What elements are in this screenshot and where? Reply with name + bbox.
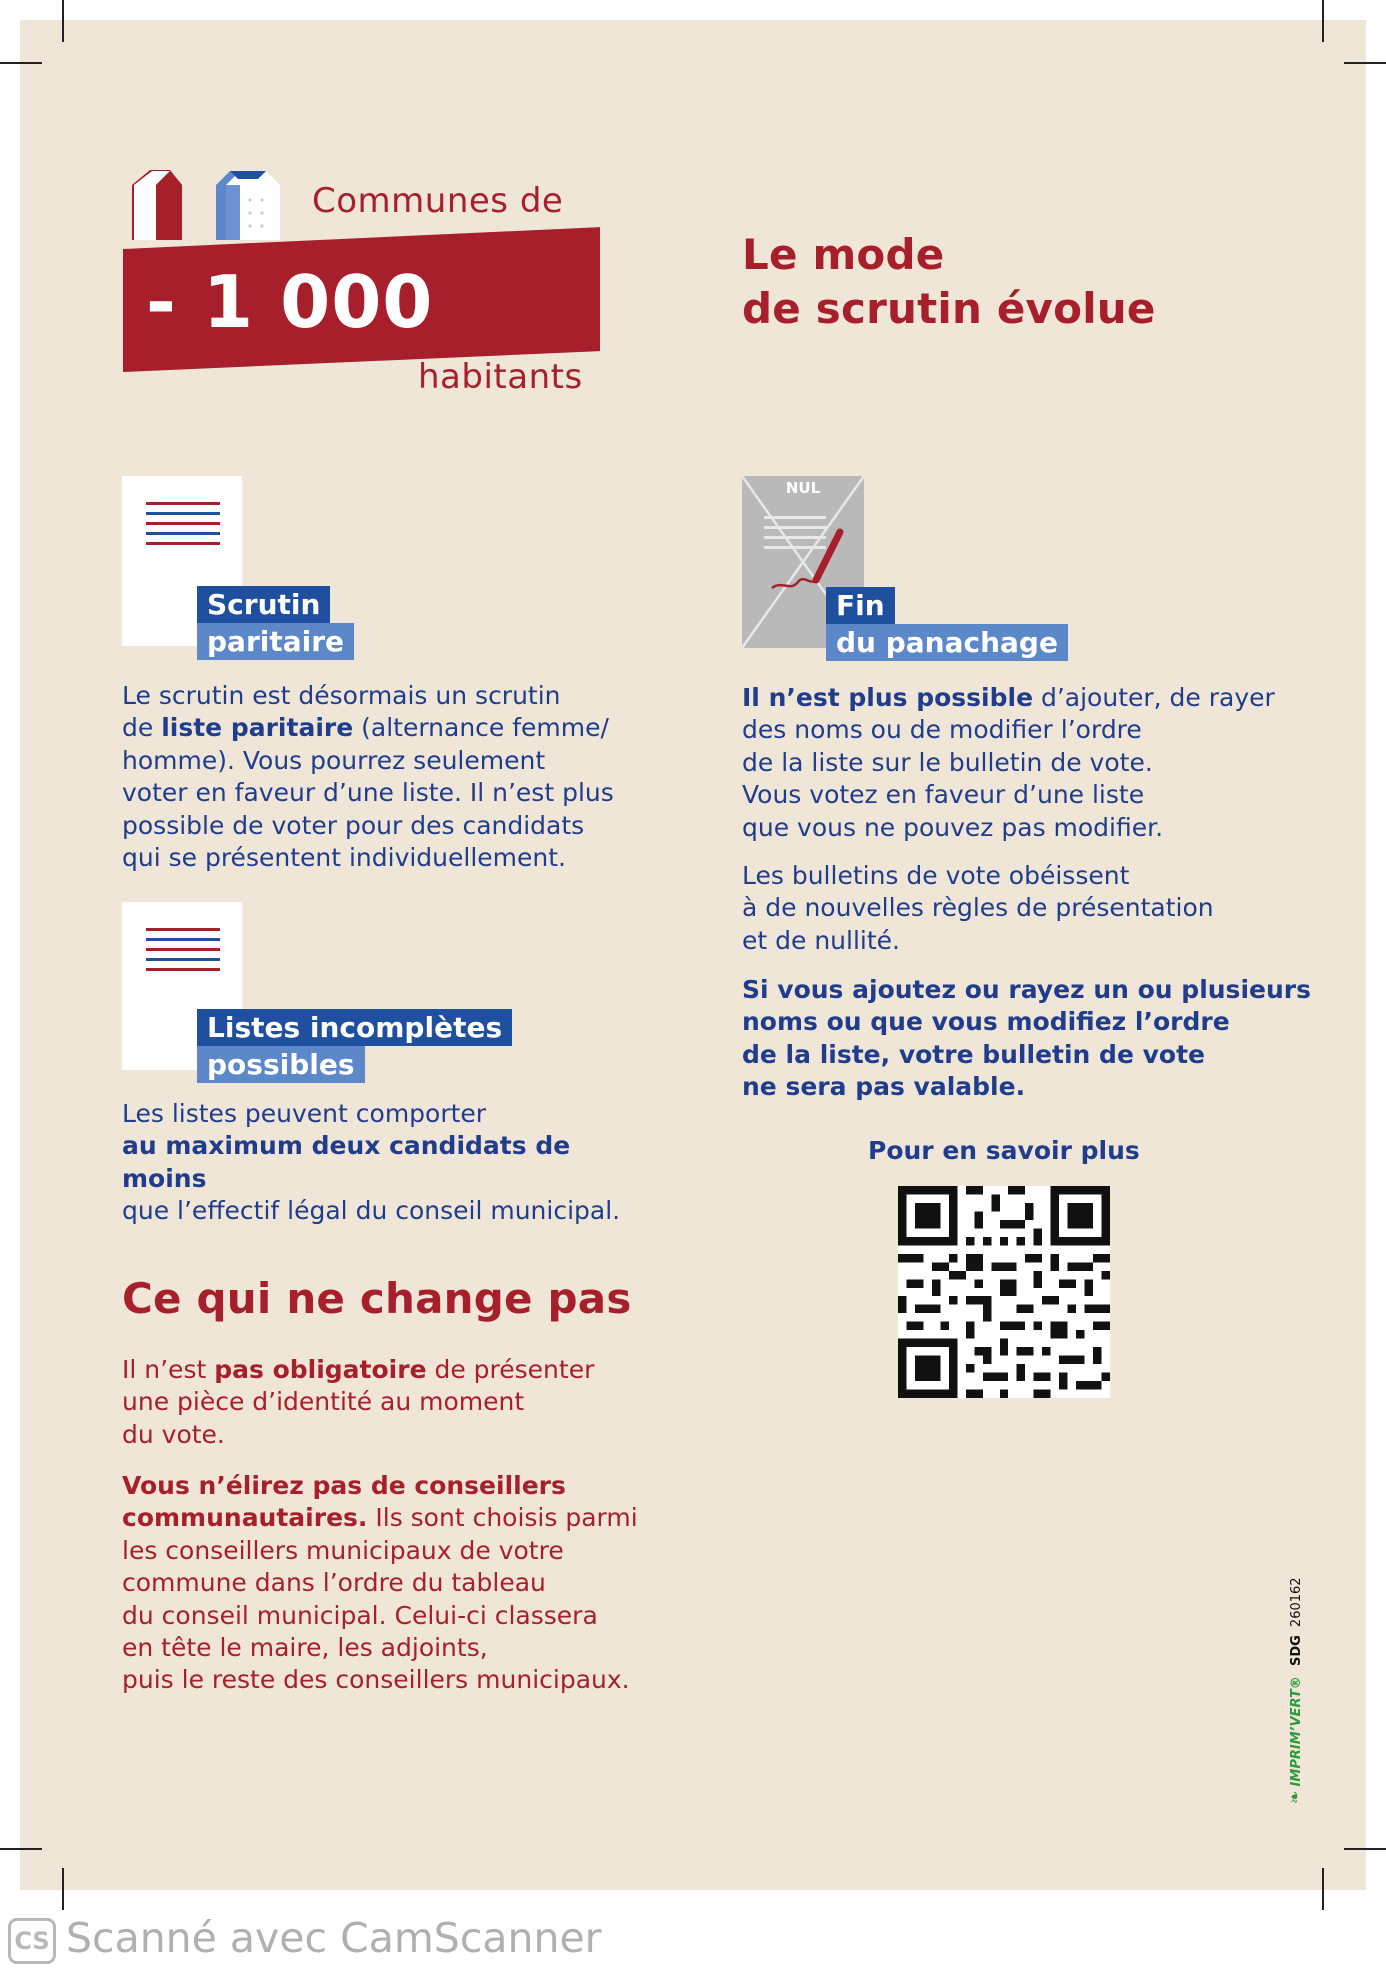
text-line: du vote.: [122, 1419, 225, 1449]
panachage-warning: [742, 974, 1312, 1104]
text-line: que vous ne pouvez pas modifier.: [742, 812, 1164, 842]
text-line: à de nouvelles règles de présentation: [742, 893, 1214, 923]
imprint: [1286, 1524, 1306, 1804]
crop-mark: [1322, 1868, 1324, 1910]
text-line: de la liste, votre bulletin de vote: [742, 1039, 1205, 1069]
text-line: homme). Vous pourrez seulement: [122, 745, 546, 775]
crop-mark: [1322, 0, 1324, 42]
headline: [742, 228, 1156, 336]
text-line: voter en faveur d’une liste. Il n’est plus: [122, 778, 614, 808]
text-line: et de nullité.: [742, 925, 900, 955]
text-line: commune dans l’ordre du tableau: [122, 1568, 546, 1598]
text-line: Si vous ajoutez ou rayez un ou plusieurs: [742, 975, 1311, 1004]
void-label: NUL: [785, 479, 821, 497]
text-line: Il n’est plus possible d’ajouter, de rayer: [742, 683, 1275, 712]
imprint-number: 260162: [1289, 1577, 1304, 1628]
text-line: Vous votez en faveur d’une liste: [742, 780, 1145, 810]
unchanged-title: Ce qui ne change pas: [122, 1274, 632, 1323]
crop-mark: [0, 62, 42, 64]
text-line: qui se présentent individuellement.: [122, 843, 567, 873]
more-info-label: Pour en savoir plus: [868, 1136, 1140, 1165]
crop-mark: [1344, 1848, 1386, 1850]
text-line: ne sera pas valable.: [742, 1072, 1026, 1102]
tag-line: Scrutin: [197, 586, 330, 623]
tag-line: possibles: [197, 1046, 365, 1083]
header-suffix: habitants: [418, 357, 583, 397]
imprint-brand: IMPRIM’VERT®: [1289, 1676, 1304, 1787]
crop-mark: [62, 0, 64, 42]
text-line: du conseil municipal. Celui-ci classera: [122, 1600, 598, 1630]
qr-code-icon[interactable]: [898, 1186, 1110, 1398]
text-line: les conseillers municipaux de votre: [122, 1535, 564, 1565]
text-line: Il n’est pas obligatoire de présenter: [122, 1355, 595, 1384]
header-prefix: Communes de: [312, 181, 564, 221]
imprint-code: SDG: [1289, 1635, 1304, 1667]
tag-fin-panachage: [826, 587, 1068, 661]
text-line: communautaires. Ils sont choisis parmi: [122, 1503, 638, 1533]
headline-line: Le mode: [742, 230, 945, 279]
tag-line: Listes incomplètes: [197, 1009, 512, 1046]
text-line: de la liste sur le bulletin de vote.: [742, 747, 1153, 777]
text-line: possible de voter pour des candidats: [122, 810, 585, 840]
tag-listes-incompletes: [197, 1009, 512, 1083]
text-line: une pièce d’identité au moment: [122, 1387, 525, 1417]
camscanner-text: Scanné avec CamScanner: [66, 1914, 602, 1962]
text-line: Le scrutin est désormais un scrutin: [122, 681, 561, 710]
header-number: - 1 000: [146, 260, 434, 344]
tag-line: du panachage: [826, 624, 1068, 661]
unchanged-text-2: [122, 1470, 682, 1697]
crop-mark: [62, 1868, 64, 1910]
text-line: puis le reste des conseillers municipaux.: [122, 1665, 630, 1695]
panachage-text-2: [742, 860, 1282, 957]
headline-line: de scrutin évolue: [742, 284, 1156, 333]
paritaire-text: [122, 680, 642, 874]
text-line: de liste paritaire (alternance femme/: [122, 713, 609, 743]
leaf-icon: ❧: [1285, 1790, 1304, 1804]
tag-line: Fin: [826, 587, 895, 624]
text-line: en tête le maire, les adjoints,: [122, 1633, 488, 1663]
unchanged-text-1: [122, 1354, 662, 1451]
panachage-text-1: [742, 682, 1282, 844]
text-line: au maximum deux candidats de moins: [122, 1131, 571, 1193]
camscanner-logo: CS: [8, 1918, 56, 1964]
tag-scrutin-paritaire: [197, 586, 354, 660]
tag-line: paritaire: [197, 623, 354, 660]
text-line: Les bulletins de vote obéissent: [742, 861, 1130, 890]
text-line: Les listes peuvent comporter: [122, 1099, 487, 1128]
crop-mark: [1344, 62, 1386, 64]
incompletes-text: [122, 1098, 662, 1228]
text-line: noms ou que vous modifiez l’ordre: [742, 1007, 1230, 1037]
text-line: Vous n’élirez pas de conseillers: [122, 1471, 566, 1500]
text-line: que l’effectif légal du conseil municipal.: [122, 1196, 621, 1226]
text-line: des noms ou de modifier l’ordre: [742, 715, 1142, 745]
crop-mark: [0, 1848, 42, 1850]
